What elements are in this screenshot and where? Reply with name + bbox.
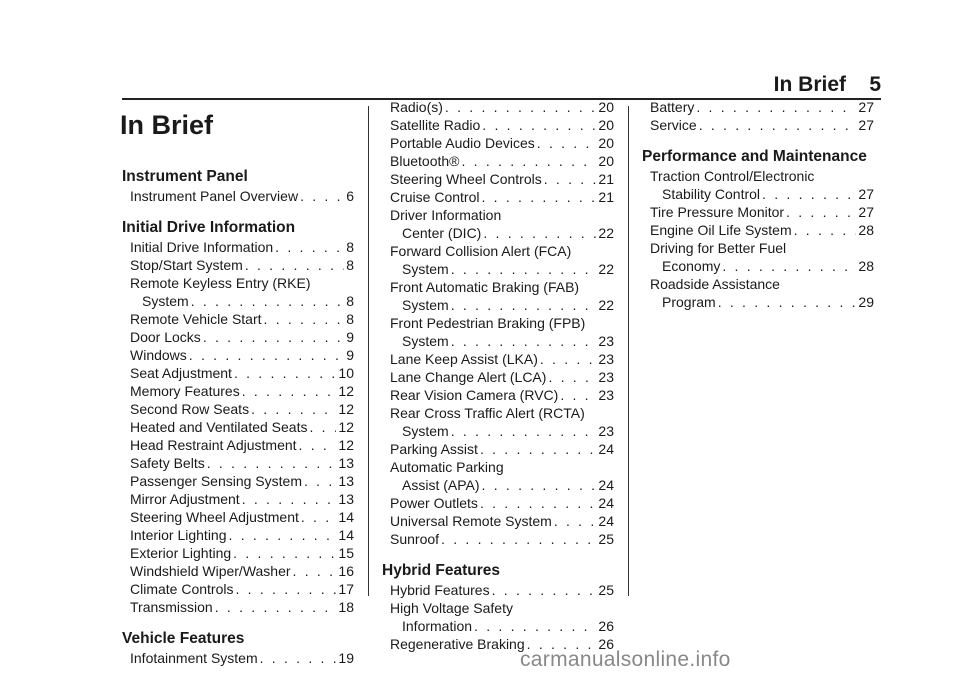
toc-page-number: 20 (598, 153, 614, 169)
toc-entry-label: System (402, 297, 449, 313)
toc-entry-label: System (142, 293, 189, 309)
toc-entry-label: Lane Change Alert (LCA) (390, 369, 547, 385)
toc-entry[interactable] (382, 599, 614, 635)
toc-page-number: 20 (598, 135, 614, 151)
toc-entry-label: Cruise Control (390, 189, 480, 205)
toc-entry[interactable] (382, 530, 614, 548)
toc-page-number: 14 (338, 509, 354, 525)
dot-leader (762, 185, 856, 203)
dot-leader (480, 494, 596, 512)
toc-entry[interactable] (382, 278, 614, 314)
toc-entry-label: Instrument Panel Overview (130, 188, 299, 204)
toc-entry-label: Safety Belts (130, 455, 205, 471)
toc-page-number: 9 (346, 347, 354, 363)
toc-page-number: 24 (598, 441, 614, 457)
section-heading: Hybrid Features (382, 562, 501, 579)
toc-page-number: 18 (338, 599, 354, 615)
toc-entry[interactable] (382, 512, 614, 530)
toc-entry-label: Tire Pressure Monitor (650, 204, 785, 220)
toc-entry[interactable] (382, 350, 614, 368)
toc-page-number: 12 (338, 401, 354, 417)
toc-entry[interactable] (122, 364, 354, 382)
toc-page-number: 21 (598, 189, 614, 205)
dot-leader (234, 364, 336, 382)
toc-entry[interactable] (382, 170, 614, 188)
toc-entry[interactable] (122, 400, 354, 418)
toc-entry[interactable] (122, 490, 354, 508)
toc-page-number: 13 (338, 491, 354, 507)
dot-leader (718, 293, 857, 311)
toc-page-number: 25 (598, 531, 614, 547)
toc-entry-label: Steering Wheel Controls (390, 171, 542, 187)
toc-entry[interactable] (382, 98, 614, 116)
toc-entry-label: Information (402, 618, 473, 634)
section-heading: Instrument Panel (122, 168, 248, 185)
toc-entry[interactable] (122, 580, 354, 598)
toc-entry-label: Traction Control/Electronic (650, 168, 815, 184)
dot-leader (242, 382, 337, 400)
toc-entry[interactable] (122, 649, 354, 667)
dot-leader (245, 256, 344, 274)
toc-entry[interactable] (382, 188, 614, 206)
toc-page-number: 20 (598, 99, 614, 115)
toc-entry[interactable] (122, 274, 354, 310)
toc-entry-label: Driving for Better Fuel (650, 240, 787, 256)
toc-entry-label: Seat Adjustment (130, 365, 232, 381)
toc-entry[interactable] (122, 328, 354, 346)
toc-entry-label: Service (650, 117, 697, 133)
dot-leader (537, 134, 597, 152)
toc-entry[interactable] (382, 116, 614, 134)
toc-entry-label: Front Pedestrian Braking (FPB) (390, 315, 586, 331)
toc-page-number: 16 (338, 563, 354, 579)
dot-leader (451, 422, 597, 440)
dot-leader (492, 581, 597, 599)
toc-page-number: 23 (598, 423, 614, 439)
toc-entry-label: Transmission (130, 599, 213, 615)
toc-entry-label: Rear Vision Camera (RVC) (390, 387, 559, 403)
toc-entry-label: Forward Collision Alert (FCA) (390, 243, 572, 259)
toc-entry-label: Radio(s) (390, 99, 443, 115)
toc-entry-label: Stability Control (662, 186, 761, 202)
dot-leader (191, 292, 345, 310)
toc-entry[interactable] (122, 418, 354, 436)
toc-page-number: 13 (338, 473, 354, 489)
toc-page-number: 26 (598, 636, 614, 652)
toc-entry-label: Portable Audio Devices (390, 135, 535, 151)
toc-page-number: 12 (338, 437, 354, 453)
toc-page-number: 19 (338, 650, 354, 666)
toc-entry-label: Climate Controls (130, 581, 234, 597)
toc-entry[interactable] (642, 239, 874, 275)
toc-entry[interactable] (642, 203, 874, 221)
toc-entry[interactable] (382, 404, 614, 440)
toc-page-number: 23 (598, 333, 614, 349)
toc-entry[interactable] (382, 494, 614, 512)
page-title: In Brief (120, 110, 214, 140)
toc-entry-label: Second Row Seats (130, 401, 250, 417)
toc-entry[interactable] (122, 472, 354, 490)
toc-page-number: 28 (858, 258, 874, 274)
toc-entry-label: Interior Lighting (130, 527, 227, 543)
section-heading: Initial Drive Information (122, 219, 296, 236)
dot-leader (275, 238, 344, 256)
toc-page-number: 12 (338, 383, 354, 399)
header-title: In Brief (773, 73, 846, 96)
toc-entry-label: Heated and Ventilated Seats (130, 419, 308, 435)
toc-page-number: 8 (346, 311, 354, 327)
toc-entry[interactable] (122, 544, 354, 562)
toc-page-number: 23 (598, 351, 614, 367)
toc-page-number: 15 (338, 545, 354, 561)
toc-entry-label: Sunroof (390, 531, 440, 547)
watermark: carmanualsonline.info (520, 648, 731, 671)
dot-leader (309, 418, 336, 436)
toc-entry-label: Windshield Wiper/Washer (130, 563, 291, 579)
section-heading: Vehicle Features (122, 630, 245, 647)
toc-page-number: 23 (598, 369, 614, 385)
section-heading: Performance and Maintenance (642, 148, 867, 165)
dot-leader (235, 580, 336, 598)
toc-entry-label: Mirror Adjustment (130, 491, 240, 507)
dot-leader (482, 116, 596, 134)
toc-page-number: 12 (338, 419, 354, 435)
toc-entry[interactable] (382, 134, 614, 152)
toc-entry-label: Rear Cross Traffic Alert (RCTA) (390, 405, 585, 421)
toc-page-number: 22 (598, 297, 614, 313)
toc-entry-label: Front Automatic Braking (FAB) (390, 279, 580, 295)
dot-leader (300, 187, 344, 205)
toc-page-number: 29 (858, 294, 874, 310)
dot-leader (481, 188, 596, 206)
toc-page-number: 26 (598, 618, 614, 634)
toc-page-number: 27 (858, 99, 874, 115)
dot-leader (215, 598, 337, 616)
toc-entry-label: Battery (650, 99, 695, 115)
toc-entry[interactable] (122, 187, 354, 205)
dot-leader (451, 332, 597, 350)
toc-entry[interactable] (122, 436, 354, 454)
toc-entry[interactable] (382, 368, 614, 386)
dot-leader (474, 617, 596, 635)
toc-entry-label: Regenerative Braking (390, 636, 525, 652)
dot-leader (233, 544, 336, 562)
toc-entry[interactable] (122, 256, 354, 274)
toc-page-number: 28 (858, 222, 874, 238)
toc-entry-label: Center (DIC) (402, 225, 482, 241)
toc-page-number: 20 (598, 117, 614, 133)
toc-entry-label: Assist (APA) (402, 477, 480, 493)
toc-entry[interactable] (382, 581, 614, 599)
toc-page-number: 27 (858, 117, 874, 133)
toc-entry-label: Infotainment System (130, 650, 258, 666)
dot-leader (722, 257, 856, 275)
toc-page-number: 23 (598, 387, 614, 403)
toc-page-number: 17 (338, 581, 354, 597)
toc-page-number: 21 (598, 171, 614, 187)
dot-leader (554, 512, 597, 530)
header-page-number: 5 (869, 73, 881, 96)
toc-entry-label: Satellite Radio (390, 117, 481, 133)
toc-entry-label: Memory Features (130, 383, 240, 399)
toc-entry-label: Door Locks (130, 329, 201, 345)
toc-page-number: 22 (598, 261, 614, 277)
toc-entry[interactable] (642, 116, 874, 134)
toc-entry-label: Initial Drive Information (130, 239, 274, 255)
toc-column-1 (122, 154, 354, 667)
dot-leader (260, 649, 337, 667)
toc-page-number: 25 (598, 582, 614, 598)
dot-leader (461, 152, 596, 170)
toc-entry-label: Automatic Parking (390, 459, 504, 475)
toc-entry-label: Exterior Lighting (130, 545, 232, 561)
toc-entry[interactable] (382, 458, 614, 494)
dot-leader (441, 530, 596, 548)
toc-entry-label: Lane Keep Assist (LKA) (390, 351, 538, 367)
toc-page-number: 6 (346, 188, 354, 204)
dot-leader (301, 508, 337, 526)
dot-leader (189, 346, 344, 364)
toc-entry-label: Head Restraint Adjustment (130, 437, 297, 453)
toc-page-number: 24 (598, 495, 614, 511)
toc-entry[interactable] (122, 310, 354, 328)
toc-entry-label: Remote Vehicle Start (130, 311, 262, 327)
dot-leader (251, 400, 336, 418)
toc-entry[interactable] (122, 454, 354, 472)
toc-entry[interactable] (382, 242, 614, 278)
toc-page-number: 8 (346, 257, 354, 273)
toc-entry[interactable] (642, 98, 874, 116)
toc-entry-label: Engine Oil Life System (650, 222, 792, 238)
toc-page-number: 27 (858, 186, 874, 202)
toc-entry-label: Power Outlets (390, 495, 478, 511)
toc-entry[interactable] (382, 386, 614, 404)
column-divider (628, 106, 629, 596)
dot-leader (203, 328, 344, 346)
toc-entry-label: System (402, 261, 449, 277)
toc-page-number: 27 (858, 204, 874, 220)
toc-entry[interactable] (382, 152, 614, 170)
toc-entry[interactable] (382, 206, 614, 242)
toc-entry-label: Economy (662, 258, 721, 274)
dot-leader (696, 98, 856, 116)
toc-entry-label: Windows (130, 347, 187, 363)
toc-page-number: 8 (346, 239, 354, 255)
toc-page-number: 13 (338, 455, 354, 471)
dot-leader (229, 526, 337, 544)
toc-page-number: 22 (598, 225, 614, 241)
toc-entry-label: System (402, 333, 449, 349)
toc-page-number: 9 (346, 329, 354, 345)
dot-leader (548, 368, 596, 386)
toc-entry[interactable] (122, 526, 354, 544)
toc-entry[interactable] (122, 346, 354, 364)
toc-entry-label: Parking Assist (390, 441, 478, 457)
toc-entry[interactable] (642, 221, 874, 239)
toc-entry[interactable] (122, 382, 354, 400)
toc-entry-label: System (402, 423, 449, 439)
dot-leader (293, 562, 337, 580)
dot-leader (264, 310, 345, 328)
dot-leader (544, 170, 597, 188)
toc-column-3 (642, 98, 874, 311)
toc-entry[interactable] (122, 238, 354, 256)
dot-leader (483, 224, 596, 242)
toc-entry-label: Hybrid Features (390, 582, 490, 598)
toc-entry-label: Bluetooth® (390, 153, 460, 169)
dot-leader (794, 221, 857, 239)
toc-entry-label: Steering Wheel Adjustment (130, 509, 299, 525)
toc-page-number: 8 (346, 293, 354, 309)
toc-entry-label: Stop/Start System (130, 257, 243, 273)
toc-entry[interactable] (122, 562, 354, 580)
toc-page-number: 24 (598, 513, 614, 529)
toc-entry-label: High Voltage Safety (390, 600, 513, 616)
toc-entry-label: Passenger Sensing System (130, 473, 302, 489)
toc-entry-label: Universal Remote System (390, 513, 552, 529)
dot-leader (242, 490, 337, 508)
dot-leader (304, 472, 336, 490)
toc-entry[interactable] (122, 508, 354, 526)
dot-leader (786, 203, 856, 221)
toc-entry[interactable] (122, 598, 354, 616)
toc-page-number: 10 (338, 365, 354, 381)
toc-entry[interactable] (382, 314, 614, 350)
dot-leader (451, 260, 597, 278)
dot-leader (451, 296, 597, 314)
dot-leader (699, 116, 857, 134)
dot-leader (540, 350, 597, 368)
dot-leader (207, 454, 337, 472)
toc-entry-label: Roadside Assistance (650, 276, 780, 292)
toc-entry-label: Program (662, 294, 716, 310)
toc-page-number: 24 (598, 477, 614, 493)
toc-entry[interactable] (382, 440, 614, 458)
dot-leader (445, 98, 597, 116)
dot-leader (480, 440, 596, 458)
toc-entry[interactable] (642, 167, 874, 203)
toc-entry-label: Driver Information (390, 207, 502, 223)
dot-leader (560, 386, 596, 404)
toc-page-number: 14 (338, 527, 354, 543)
dot-leader (299, 436, 337, 454)
dot-leader (482, 476, 597, 494)
column-divider (368, 106, 369, 596)
toc-entry-label: Remote Keyless Entry (RKE) (130, 275, 311, 291)
toc-column-2 (382, 98, 614, 653)
toc-entry[interactable] (642, 275, 874, 311)
